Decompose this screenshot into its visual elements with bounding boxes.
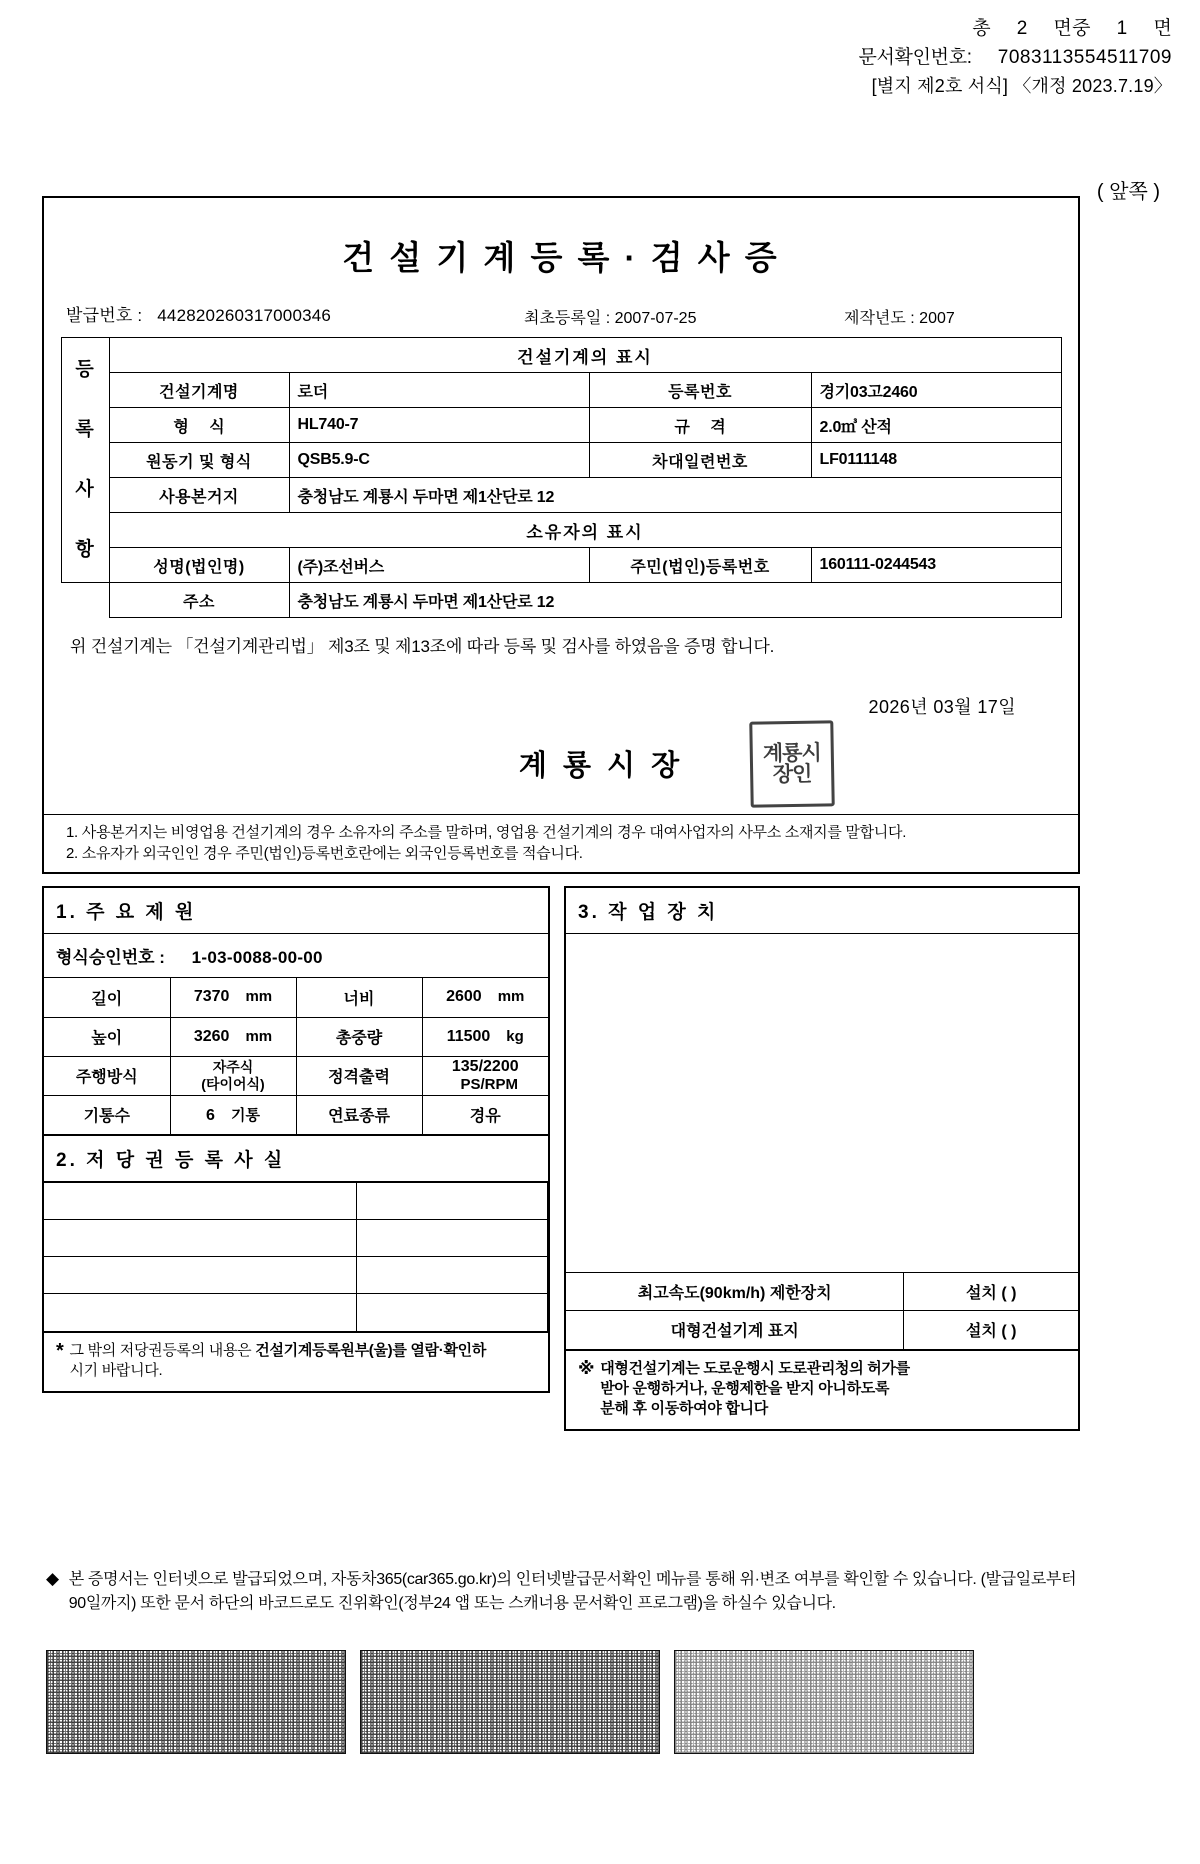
height-value: 3260	[193, 1027, 230, 1045]
base-location-label: 사용본거지	[109, 478, 289, 513]
specs-table	[44, 978, 548, 1134]
manufacture-year-label: 제작년도 :	[844, 310, 920, 327]
table-row	[61, 513, 1061, 548]
page-current: 1	[1116, 18, 1128, 39]
table-row	[44, 1183, 548, 1220]
footnote-1: 1. 사용본거지는 비영업용 건설기계의 경우 소유자의 주소를 말하며, 영업용 건설기계의 경우 대여사업자의 사무소 소재지를 말합니다.	[66, 823, 907, 841]
approval-number-value: 1-03-0088-00-00	[191, 948, 323, 967]
mortgage-note-a: 그 밖의 저당권등록의 내용은	[69, 1341, 256, 1359]
table-row	[44, 1220, 548, 1257]
width-label: 너비	[296, 978, 422, 1017]
table-row	[61, 373, 1061, 408]
barcode-1	[46, 1650, 346, 1754]
speed-limit-value: 설치 ( )	[904, 1273, 1078, 1311]
model-value: HL740-7	[289, 408, 589, 443]
large-machine-mark-value: 설치 ( )	[904, 1311, 1078, 1349]
page-title: 건 설 기 계 등 록 · 검 사 증	[342, 239, 780, 276]
asterisk-icon: *	[56, 1339, 64, 1362]
certification-statement: 위 건설기계는 「건설기계관리법」 제3조 및 제13조에 따라 등록 및 검사를 하였음을 증명 합니다.	[70, 637, 775, 656]
specs-panel	[42, 886, 550, 1431]
cylinder-cell	[170, 1095, 296, 1134]
cylinder-unit: 기통	[230, 1107, 260, 1125]
mortgage-cell	[356, 1294, 547, 1331]
engine-value: QSB5.9-C	[289, 443, 589, 478]
first-registration-date	[524, 305, 696, 328]
issue-number-value: 442820260317000346	[157, 306, 332, 325]
machine-name-label: 건설기계명	[109, 373, 289, 408]
weight-label: 총중량	[296, 1017, 422, 1056]
spec-value: 2.0㎥ 산적	[811, 408, 1061, 443]
chassis-number-value: LF0111148	[811, 443, 1061, 478]
width-cell	[422, 978, 548, 1017]
approval-number-label: 형식승인번호 :	[56, 948, 165, 967]
chassis-number-label: 차대일련번호	[589, 443, 811, 478]
reference-mark-icon: ※	[578, 1358, 595, 1378]
doc-verify-line	[858, 43, 1172, 72]
issue-info-row	[44, 301, 1078, 327]
length-value: 7370	[193, 988, 230, 1006]
table-row	[61, 478, 1061, 513]
footnote-2: 2. 소유자가 외국인인 경우 주민(법인)등록번호란에는 외국인등록번호를 적습니다.	[66, 845, 583, 863]
drive-type-value-2: (타이어식)	[201, 1075, 265, 1092]
mortgage-table	[44, 1182, 548, 1331]
table-row	[44, 1294, 548, 1331]
work-device-note	[566, 1349, 1078, 1430]
page-total-label: 총	[972, 18, 991, 39]
front-side-mark: ( 앞쪽 )	[1096, 181, 1160, 203]
speed-limit-label: 최고속도(90km/h) 제한장치	[566, 1273, 904, 1311]
barcode-3	[674, 1650, 974, 1754]
table-row	[44, 1017, 548, 1056]
page-unit: 면	[1153, 18, 1172, 39]
table-row	[61, 548, 1061, 583]
weight-unit: kg	[506, 1027, 524, 1045]
lower-section	[42, 886, 1080, 1431]
work-device-title: 3. 작 업 장 치	[566, 888, 1078, 934]
model-label: 형 식	[109, 408, 289, 443]
table-row	[44, 978, 548, 1017]
work-note-line-1: 대형건설기계는 도로운행시 도로관리청의 허가를	[600, 1359, 910, 1377]
cylinder-value: 6	[206, 1107, 215, 1125]
large-machine-mark-label: 대형건설기계 표지	[566, 1311, 904, 1349]
page-count-line	[858, 14, 1172, 43]
doc-verify-number: 7083113554511709	[997, 47, 1172, 69]
base-location-value: 충청남도 계룡시 두마면 제1산단로 12	[289, 478, 1061, 513]
owner-name-value: (주)조선버스	[289, 548, 589, 583]
height-label: 높이	[44, 1017, 170, 1056]
doc-verify-label: 문서확인번호:	[858, 47, 972, 69]
mortgage-note-b: 건설기계등록원부(울)를 열람·확인하	[255, 1341, 487, 1359]
weight-value: 11500	[446, 1027, 491, 1045]
issue-date: 2026년 03월 17일	[868, 697, 1016, 717]
issuing-authority: 계 룡 시 장	[518, 750, 684, 782]
owner-id-value: 160111-0244543	[811, 548, 1061, 583]
work-note-line-3: 분해 후 이동하여야 합니다	[600, 1400, 768, 1417]
mortgage-cell	[44, 1183, 356, 1220]
certificate-footnotes	[44, 814, 1078, 873]
registration-vertical-label: 등 록 사 항	[61, 338, 109, 583]
table-row	[566, 1273, 1078, 1311]
power-cell	[422, 1056, 548, 1095]
issue-number-label: 발급번호 :	[66, 306, 143, 325]
work-device-blank-area	[566, 934, 1078, 1272]
length-label: 길이	[44, 978, 170, 1017]
table-row	[44, 1257, 548, 1294]
seal-line-2: 장인	[772, 762, 812, 787]
mortgage-cell	[356, 1220, 547, 1257]
specs-title: 1. 주 요 제 원	[44, 888, 548, 934]
table-row	[44, 1056, 548, 1095]
first-registration-label: 최초등록일 :	[524, 310, 615, 327]
mortgage-note	[44, 1331, 548, 1392]
official-seal-stamp	[749, 720, 834, 807]
drive-type-value-1: 자주식	[212, 1059, 254, 1076]
page-of-label: 면중	[1053, 18, 1091, 39]
mortgage-cell	[356, 1183, 547, 1220]
owner-address-value: 충청남도 계룡시 두마면 제1산단로 12	[289, 583, 1061, 618]
mortgage-note-c: 시기 바랍니다.	[69, 1361, 163, 1379]
table-row	[61, 338, 1061, 373]
diamond-bullet-icon: ◆	[46, 1569, 59, 1588]
verification-barcodes	[46, 1650, 1156, 1754]
length-cell	[170, 978, 296, 1017]
first-registration-value: 2007-07-25	[614, 310, 697, 327]
form-note: [별지 제2호 서식] 〈개정 2023.7.19〉	[871, 75, 1172, 96]
speed-limit-table	[566, 1272, 1078, 1349]
registration-number-value: 경기03고2460	[811, 373, 1061, 408]
mortgage-cell	[44, 1257, 356, 1294]
power-unit: PS/RPM	[460, 1075, 518, 1093]
machine-name-value: 로더	[289, 373, 589, 408]
machine-section-title: 건설기계의 표시	[109, 338, 1061, 373]
manufacture-year-value: 2007	[919, 310, 955, 327]
drive-type-label: 주행방식	[44, 1056, 170, 1095]
table-row	[61, 443, 1061, 478]
certificate-box	[42, 196, 1080, 874]
table-row	[44, 1095, 548, 1134]
table-row	[566, 1311, 1078, 1349]
drive-type-cell	[170, 1056, 296, 1095]
seal-line-1: 계룡시	[762, 741, 821, 766]
manufacture-year	[844, 305, 955, 328]
registration-number-label: 등록번호	[589, 373, 811, 408]
owner-address-label: 주소	[109, 583, 289, 618]
weight-cell	[422, 1017, 548, 1056]
owner-section-title: 소유자의 표시	[109, 513, 1061, 548]
height-cell	[170, 1017, 296, 1056]
approval-number-row	[44, 934, 548, 978]
spec-label: 규 격	[589, 408, 811, 443]
length-unit: mm	[245, 988, 273, 1006]
owner-name-label: 성명(법인명)	[109, 548, 289, 583]
work-device-panel	[564, 886, 1080, 1431]
registration-table	[61, 337, 1062, 618]
document-meta-header	[858, 14, 1172, 101]
page-total: 2	[1016, 18, 1028, 39]
owner-id-label: 주민(법인)등록번호	[589, 548, 811, 583]
internet-issue-notice	[46, 1568, 1096, 1616]
table-row	[61, 583, 1061, 618]
barcode-2	[360, 1650, 660, 1754]
work-note-line-2: 받아 운행하거나, 운행제한을 받지 아니하도록	[600, 1379, 890, 1397]
notice-line-2: 90일까지) 또한 문서 하단의 바코드로도 진위확인(정부24 앱 또는 스캐너용 문서확인 프로그램)을 하실수 있습니다.	[68, 1595, 836, 1612]
height-unit: mm	[245, 1027, 273, 1045]
mortgage-cell	[44, 1220, 356, 1257]
width-value: 2600	[446, 988, 482, 1006]
notice-line-1: 본 증명서는 인터넷으로 발급되었으며, 자동차365(car365.go.kr)의 인터넷발급문서확인 메뉴를 통해 위·변조 여부를 확인할 수 있습니다. (발급일로부터	[68, 1571, 1077, 1588]
specs-box	[42, 886, 550, 1393]
power-value: 135/2200	[451, 1057, 519, 1075]
work-device-box	[564, 886, 1080, 1431]
table-row	[61, 408, 1061, 443]
fuel-label: 연료종류	[296, 1095, 422, 1134]
width-unit: mm	[497, 988, 525, 1006]
mortgage-cell	[356, 1257, 547, 1294]
engine-label: 원동기 및 형식	[109, 443, 289, 478]
cylinder-label: 기통수	[44, 1095, 170, 1134]
mortgage-cell	[44, 1294, 356, 1331]
fuel-value: 경유	[422, 1095, 548, 1134]
issue-number	[66, 301, 331, 326]
power-label: 정격출력	[296, 1056, 422, 1095]
mortgage-title: 2. 저 당 권 등 록 사 실	[44, 1134, 548, 1182]
